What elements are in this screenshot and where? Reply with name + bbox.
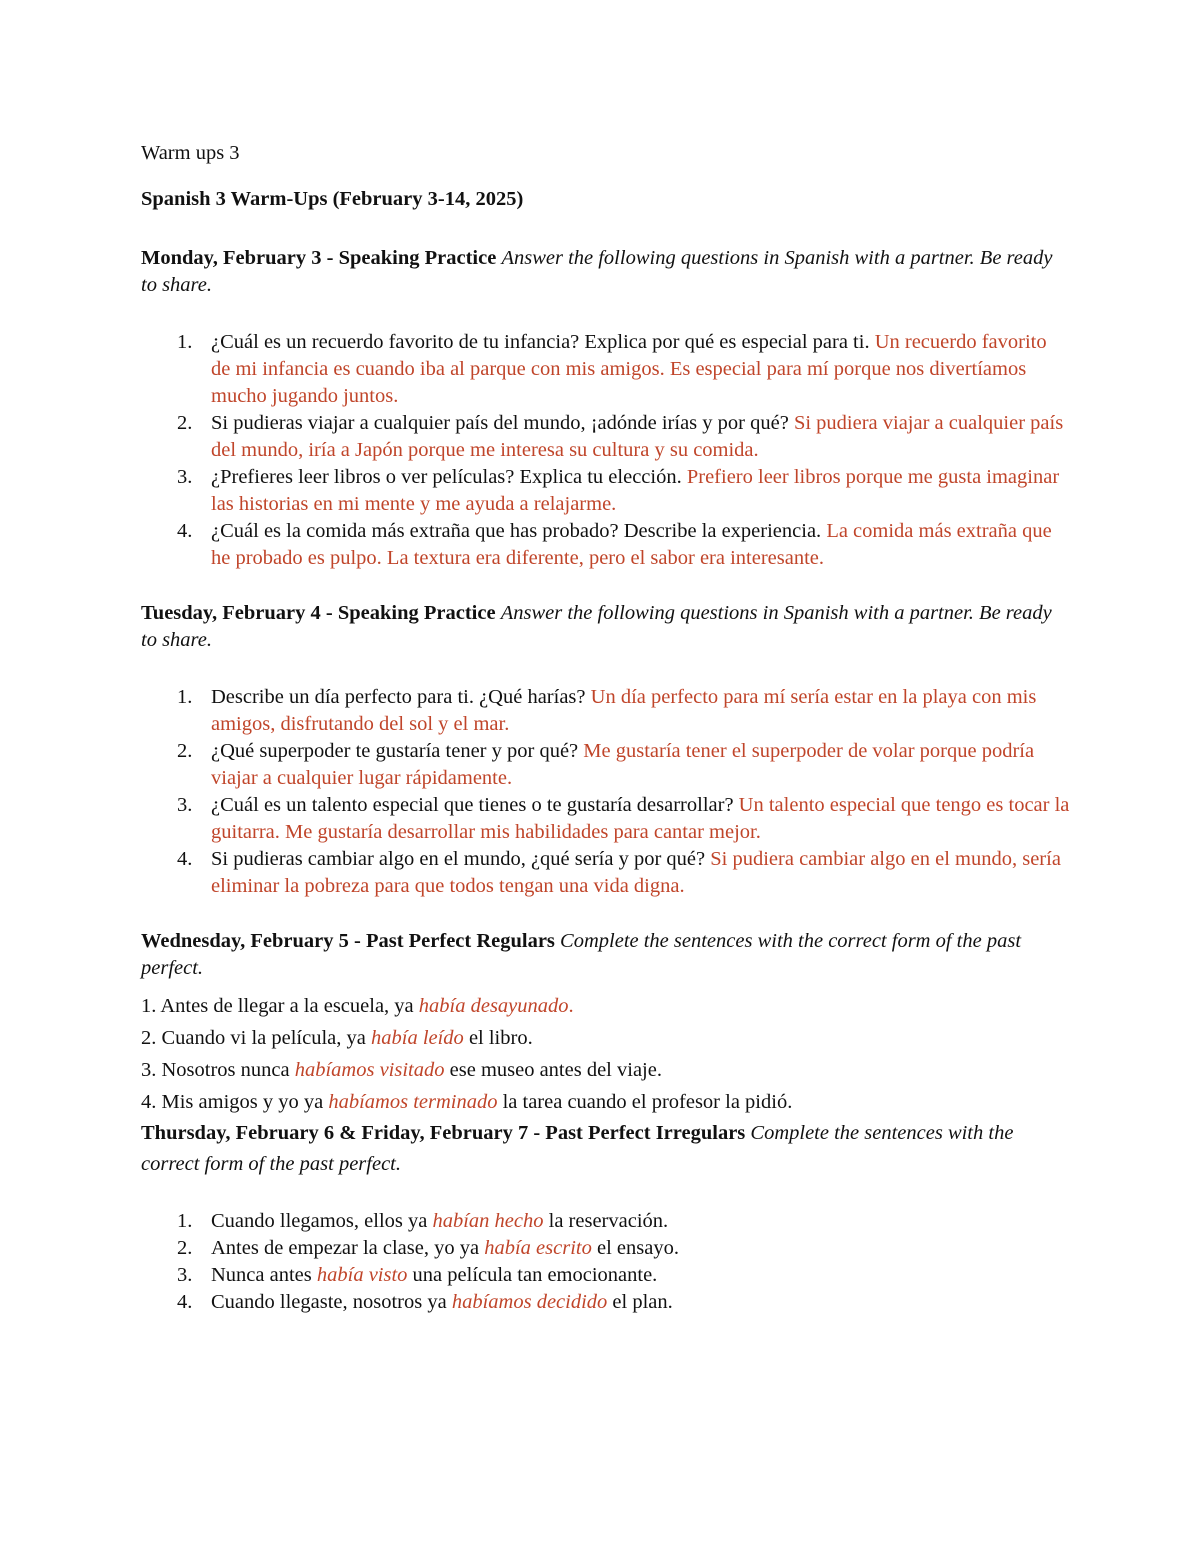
answer-text: había visto (316, 1264, 408, 1286)
monday-heading (141, 245, 1071, 299)
list-item (141, 1262, 1071, 1289)
sentence-end: el ensayo. (591, 1237, 679, 1259)
monday-question-list (141, 329, 1071, 572)
list-item (141, 518, 1071, 572)
question-text: ¿Cuál es la comida más extraña que has probado? Describe la experiencia. (211, 520, 822, 542)
answer-text: habíamos decidido (451, 1291, 608, 1313)
question-text: ¿Qué superpoder te gustaría tener y por qué? (211, 740, 579, 762)
document-subtitle: Spanish 3 Warm-Ups (February 3-14, 2025) (141, 188, 524, 210)
thursday-heading-title: Thursday, February 6 & Friday, February 7 - Past Perfect Irregulars (141, 1122, 746, 1144)
item-number: 3. (177, 466, 193, 488)
sentence-end: el libro. (463, 1027, 533, 1049)
question-text: Si pudieras viajar a cualquier país del mundo, ¡adónde irías y por qué? (211, 412, 789, 434)
item-number: 1. (177, 1210, 193, 1232)
answer-text: había escrito (484, 1237, 592, 1259)
monday-heading-title: Monday, February 3 - Speaking Practice (141, 247, 497, 269)
tuesday-question-list (141, 684, 1071, 900)
item-number: 1. (177, 331, 193, 353)
answer-text: habíamos terminado (328, 1091, 498, 1113)
wednesday-instructions: Complete the sentences with the correct form of the past perfect. (141, 930, 1022, 979)
document-title: Warm ups 3 (141, 142, 240, 164)
answer-text: Un recuerdo favorito de mi infancia es cuando iba al parque con mis amigos. Es especial para mí porque nos divertíamos mucho jugando juntos. (211, 331, 1047, 407)
list-item (141, 1289, 1071, 1316)
sentence-start: Antes de empezar la clase, yo ya (211, 1237, 485, 1259)
question-text: Si pudieras cambiar algo en el mundo, ¿qué sería y por qué? (211, 848, 706, 870)
sentence-start: Cuando llegamos, ellos ya (211, 1210, 433, 1232)
list-item (141, 792, 1071, 846)
sentence-end: la tarea cuando el profesor la pidió. (497, 1091, 793, 1113)
sentence-start: 3. Nosotros nunca (141, 1059, 295, 1081)
question-text: ¿Cuál es un recuerdo favorito de tu infancia? Explica por qué es especial para ti. (211, 331, 870, 353)
thursday-instructions: Complete the sentences with the correct form of the past perfect. (141, 1122, 1014, 1175)
question-text: ¿Cuál es un talento especial que tienes o te gustaría desarrollar? (211, 794, 734, 816)
sentence-end: . (568, 995, 574, 1017)
item-number: 3. (177, 794, 193, 816)
answer-text: habíamos visitado (294, 1059, 445, 1081)
thursday-heading (141, 1118, 1071, 1180)
sentence-start: 1. Antes de llegar a la escuela, ya (141, 995, 419, 1017)
thursday-sentence-list (141, 1208, 1071, 1316)
answer-text: Prefiero leer libros porque me gusta imaginar las historias en mi mente y me ayuda a relajarme. (211, 466, 1060, 515)
item-number: 2. (177, 740, 193, 762)
list-item (141, 738, 1071, 792)
sentence-end: ese museo antes del viaje. (444, 1059, 662, 1081)
answer-text: Me gustaría tener el superpoder de volar porque podría viajar a cualquier lugar rápidamente. (211, 740, 1035, 789)
sentence-start: Nunca antes (211, 1264, 317, 1286)
item-number: 4. (177, 1291, 193, 1313)
document-body (141, 140, 1071, 1344)
answer-text: Un talento especial que tengo es tocar la guitarra. Me gustaría desarrollar mis habilidades para cantar mejor. (211, 794, 1070, 843)
wednesday-heading (141, 928, 1071, 982)
answer-text: Si pudiera cambiar algo en el mundo, sería eliminar la pobreza para que todos tengan una vida digna. (211, 848, 1061, 897)
list-item (141, 410, 1071, 464)
answer-text: La comida más extraña que he probado es pulpo. La textura era diferente, pero el sabor era interesante. (211, 520, 1052, 569)
sentence-line (141, 1022, 1071, 1054)
list-item (141, 846, 1071, 900)
answer-text: había desayunado (418, 995, 569, 1017)
sentence-line (141, 1054, 1071, 1086)
monday-instructions: Answer the following questions in Spanish with a partner. Be ready to share. (141, 247, 1053, 296)
list-item (141, 1208, 1071, 1235)
sentence-start: 4. Mis amigos y yo ya (141, 1091, 329, 1113)
answer-text: Si pudiera viajar a cualquier país del mundo, iría a Japón porque me interesa su cultura y su comida. (211, 412, 1064, 461)
tuesday-instructions: Answer the following questions in Spanish with a partner. Be ready to share. (141, 602, 1052, 651)
sentence-end: una película tan emocionante. (407, 1264, 658, 1286)
question-text: Describe un día perfecto para ti. ¿Qué harías? (211, 686, 586, 708)
item-number: 3. (177, 1264, 193, 1286)
list-item (141, 1235, 1071, 1262)
list-item (141, 684, 1071, 738)
tuesday-heading-title: Tuesday, February 4 - Speaking Practice (141, 602, 496, 624)
sentence-start: Cuando llegaste, nosotros ya (211, 1291, 452, 1313)
sentence-start: 2. Cuando vi la película, ya (141, 1027, 371, 1049)
sentence-end: la reservación. (543, 1210, 669, 1232)
item-number: 4. (177, 520, 193, 542)
item-number: 1. (177, 686, 193, 708)
answer-text: habían hecho (432, 1210, 544, 1232)
list-item (141, 464, 1071, 518)
item-number: 2. (177, 1237, 193, 1259)
item-number: 2. (177, 412, 193, 434)
sentence-line (141, 990, 1071, 1022)
sentence-line (141, 1086, 1071, 1118)
sentence-end: el plan. (607, 1291, 673, 1313)
tuesday-heading (141, 600, 1071, 654)
answer-text: Un día perfecto para mí sería estar en la playa con mis amigos, disfrutando del sol y el mar. (211, 686, 1037, 735)
item-number: 4. (177, 848, 193, 870)
answer-text: había leído (371, 1027, 464, 1049)
list-item (141, 329, 1071, 410)
question-text: ¿Prefieres leer libros o ver películas? Explica tu elección. (211, 466, 682, 488)
wednesday-heading-title: Wednesday, February 5 - Past Perfect Regulars (141, 930, 555, 952)
